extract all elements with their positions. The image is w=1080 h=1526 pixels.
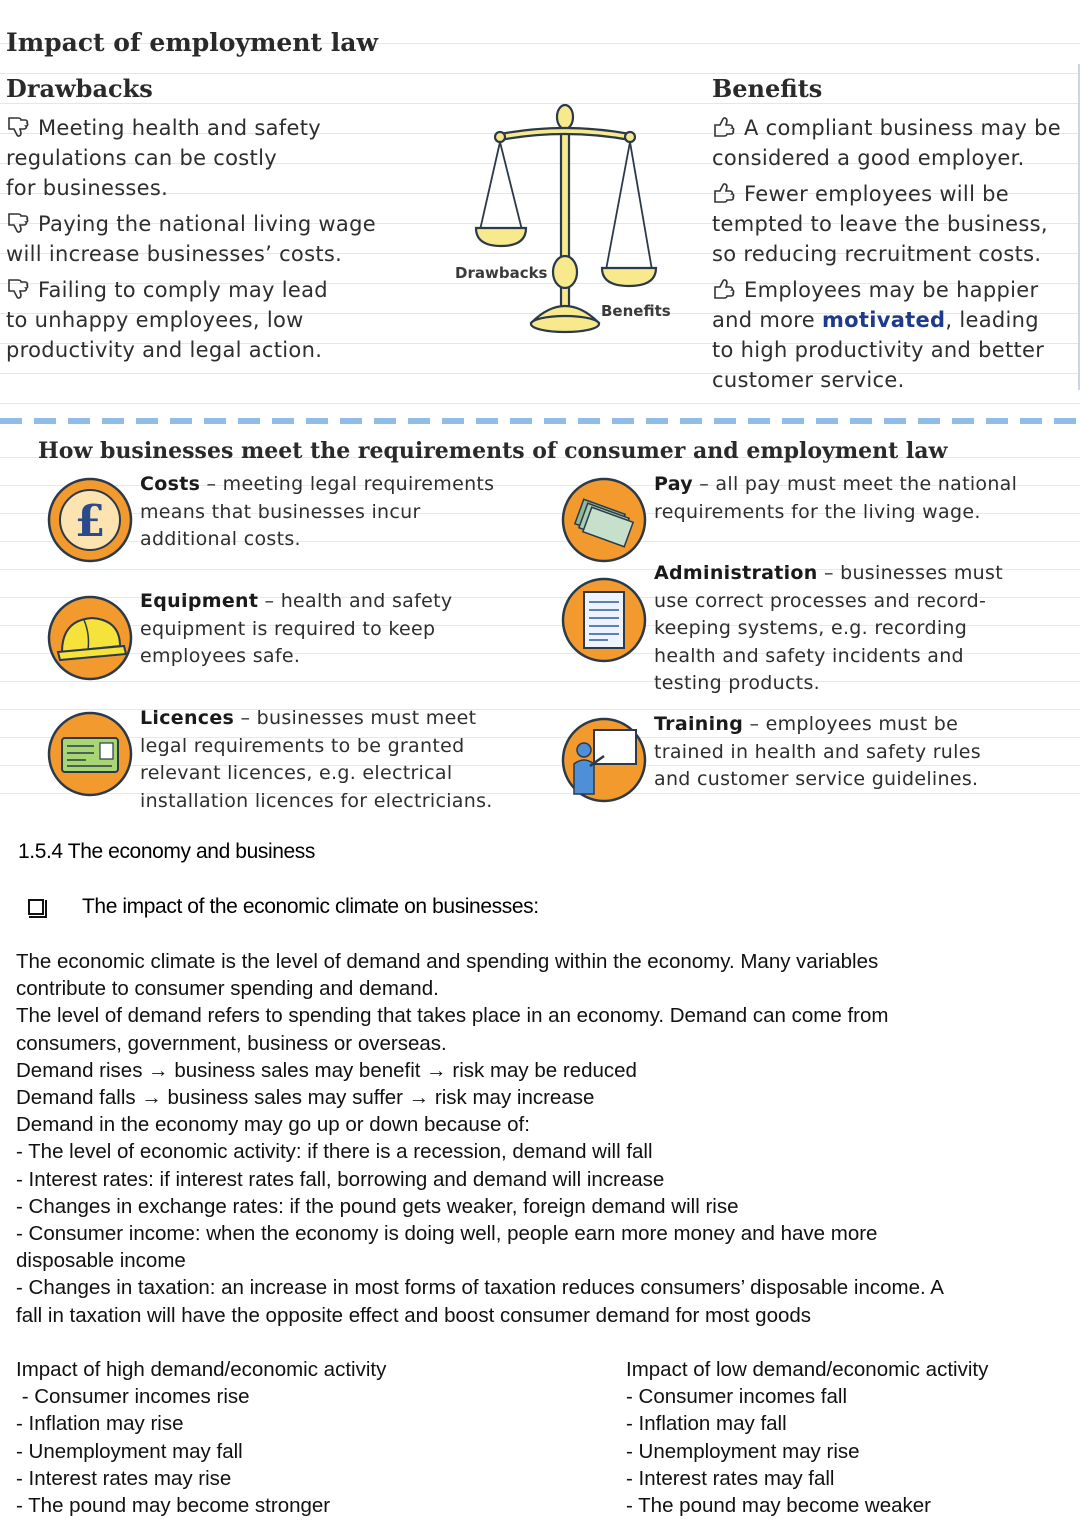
desc: – employees must be bbox=[743, 713, 959, 735]
dashed-divider bbox=[0, 418, 1080, 424]
svg-text:£: £ bbox=[74, 496, 106, 547]
list-item: - Consumer incomes fall bbox=[626, 1385, 848, 1409]
desc: and customer service guidelines. bbox=[654, 768, 979, 790]
requirement-administration bbox=[654, 560, 1003, 698]
hard-hat-icon bbox=[46, 594, 134, 682]
list-item: - Inflation may fall bbox=[626, 1412, 787, 1436]
paragraph-line: consumers, government, business or overseas. bbox=[16, 1031, 447, 1055]
trainer-icon bbox=[560, 716, 648, 804]
employment-law-panel bbox=[0, 0, 1080, 410]
thumbs-up-icon bbox=[712, 277, 738, 301]
desc: – all pay must meet the national bbox=[692, 473, 1018, 495]
desc: means that businesses incur bbox=[140, 500, 421, 523]
term: Pay bbox=[654, 473, 693, 495]
paragraph-line: Demand in the economy may go up or down because of: bbox=[16, 1113, 530, 1137]
drawback-text: Meeting health and safety bbox=[38, 116, 321, 140]
benefit-text: tempted to leave the business, bbox=[712, 212, 1048, 236]
benefit-text: , leading bbox=[945, 308, 1039, 332]
benefit-text: so reducing recruitment costs. bbox=[712, 242, 1042, 266]
section-title: 1.5.4 The economy and business bbox=[18, 840, 315, 863]
document-icon bbox=[560, 576, 648, 664]
thumbs-down-icon bbox=[6, 115, 32, 139]
list-heading: Impact of high demand/economic activity bbox=[16, 1358, 387, 1381]
list-item: - Interest rates may rise bbox=[16, 1466, 232, 1490]
requirements-title: How businesses meet the requirements of consumer and employment law bbox=[38, 438, 948, 464]
term: Licences bbox=[140, 707, 235, 729]
desc: keeping systems, e.g. recording bbox=[654, 617, 968, 639]
list-item: - Consumer incomes rise bbox=[16, 1385, 250, 1409]
desc: employees safe. bbox=[140, 645, 301, 667]
benefit-text: A compliant business may be bbox=[744, 116, 1061, 140]
benefit-item bbox=[712, 275, 1044, 395]
paragraph-line: The level of demand refers to spending that takes place in an economy. Demand can come from bbox=[16, 1004, 889, 1028]
benefit-text: Fewer employees will be bbox=[744, 182, 1010, 206]
list-item: - Interest rates may fall bbox=[626, 1466, 835, 1490]
drawback-text: to unhappy employees, low bbox=[6, 308, 304, 332]
desc: legal requirements to be granted bbox=[140, 734, 465, 757]
list-item: - Inflation may rise bbox=[16, 1412, 184, 1436]
paragraph-line: Demand rises → business sales may benefit → risk may be reduced bbox=[16, 1058, 637, 1082]
paragraph-line: - The level of economic activity: if there is a recession, demand will fall bbox=[16, 1140, 653, 1164]
list-item: - Unemployment may fall bbox=[16, 1439, 243, 1463]
requirement-licences bbox=[140, 705, 493, 815]
scale-label-benefits: Benefits bbox=[601, 302, 671, 320]
pound-coin-icon bbox=[46, 476, 134, 564]
thumbs-down-icon bbox=[6, 277, 32, 301]
panel-title: Impact of employment law bbox=[6, 28, 378, 57]
desc: trained in health and safety rules bbox=[654, 740, 981, 763]
desc: use correct processes and record- bbox=[654, 589, 987, 612]
checkbox-icon[interactable] bbox=[28, 899, 44, 915]
desc: requirements for the living wage. bbox=[654, 500, 981, 523]
list-heading: Impact of low demand/economic activity bbox=[626, 1358, 989, 1381]
list-item: - The pound may become stronger bbox=[16, 1494, 331, 1518]
term: Costs bbox=[140, 473, 201, 495]
requirements-panel bbox=[0, 430, 1080, 820]
thumbs-down-icon bbox=[6, 211, 32, 235]
benefit-text: Employees may be happier bbox=[744, 278, 1039, 302]
drawback-text: for businesses. bbox=[6, 176, 169, 200]
drawback-item bbox=[6, 113, 321, 203]
paragraph-line: - Changes in exchange rates: if the pound gets weaker, foreign demand will rise bbox=[16, 1194, 739, 1218]
paragraph-line: - Interest rates: if interest rates fall, borrowing and demand will increase bbox=[16, 1167, 665, 1191]
desc: – businesses must meet bbox=[234, 707, 477, 729]
paragraph-line: - Changes in taxation: an increase in most forms of taxation reduces consumers’ disposable income. A bbox=[16, 1276, 944, 1300]
paragraph-line: disposable income bbox=[16, 1249, 186, 1273]
paragraph-line: contribute to consumer spending and demand. bbox=[16, 977, 439, 1001]
term: Equipment bbox=[140, 590, 259, 612]
low-demand-list bbox=[626, 1356, 988, 1519]
benefit-text: considered a good employer. bbox=[712, 146, 1025, 170]
desc: – meeting legal requirements bbox=[200, 473, 495, 495]
desc: installation licences for electricians. bbox=[140, 789, 493, 812]
thumbs-up-icon bbox=[712, 115, 738, 139]
scale-label-drawbacks: Drawbacks bbox=[455, 264, 548, 282]
high-demand-list bbox=[16, 1356, 386, 1519]
requirement-costs bbox=[140, 471, 494, 554]
paragraph-line: Demand falls → business sales may suffer → risk may increase bbox=[16, 1086, 595, 1110]
drawback-item bbox=[6, 275, 328, 365]
banknotes-icon bbox=[560, 476, 648, 564]
benefit-item bbox=[712, 113, 1061, 173]
paragraph-line: The economic climate is the level of demand and spending within the economy. Many variables bbox=[16, 950, 879, 973]
paragraph-line: - Consumer income: when the economy is doing well, people earn more money and have more bbox=[16, 1222, 878, 1246]
desc: – health and safety bbox=[258, 590, 453, 612]
licence-card-icon bbox=[46, 710, 134, 798]
desc: relevant licences, e.g. electrical bbox=[140, 762, 453, 784]
drawback-text: will increase businesses’ costs. bbox=[6, 242, 343, 266]
benefit-text: and more bbox=[712, 308, 822, 332]
desc: testing products. bbox=[654, 672, 821, 694]
drawback-text: productivity and legal action. bbox=[6, 338, 323, 362]
thumbs-up-icon bbox=[712, 181, 738, 205]
benefit-text: customer service. bbox=[712, 368, 905, 392]
benefit-text: to high productivity and better bbox=[712, 338, 1045, 362]
highlight-motivated: motivated bbox=[821, 308, 946, 332]
drawback-item bbox=[6, 209, 376, 269]
desc: additional costs. bbox=[140, 528, 301, 550]
desc: equipment is required to keep bbox=[140, 617, 436, 640]
requirement-pay bbox=[654, 471, 1017, 526]
desc: – businesses must bbox=[817, 562, 1003, 584]
list-item: - Unemployment may rise bbox=[626, 1439, 860, 1463]
drawback-text: Paying the national living wage bbox=[38, 212, 376, 236]
paragraph-line: fall in taxation will have the opposite effect and boost consumer demand for most goods bbox=[16, 1303, 812, 1327]
subsection-title: The impact of the economic climate on businesses: bbox=[82, 895, 539, 918]
drawback-text: regulations can be costly bbox=[6, 146, 277, 170]
desc: health and safety incidents and bbox=[654, 644, 964, 667]
benefits-heading: Benefits bbox=[712, 74, 823, 103]
term: Administration bbox=[654, 562, 818, 584]
list-item: - The pound may become weaker bbox=[626, 1494, 932, 1518]
drawback-text: Failing to comply may lead bbox=[38, 278, 328, 302]
requirement-equipment bbox=[140, 588, 452, 671]
requirement-training bbox=[654, 711, 981, 794]
benefit-item bbox=[712, 179, 1048, 269]
term: Training bbox=[654, 713, 744, 735]
drawbacks-heading: Drawbacks bbox=[6, 74, 153, 103]
economy-paragraph bbox=[16, 948, 944, 1329]
